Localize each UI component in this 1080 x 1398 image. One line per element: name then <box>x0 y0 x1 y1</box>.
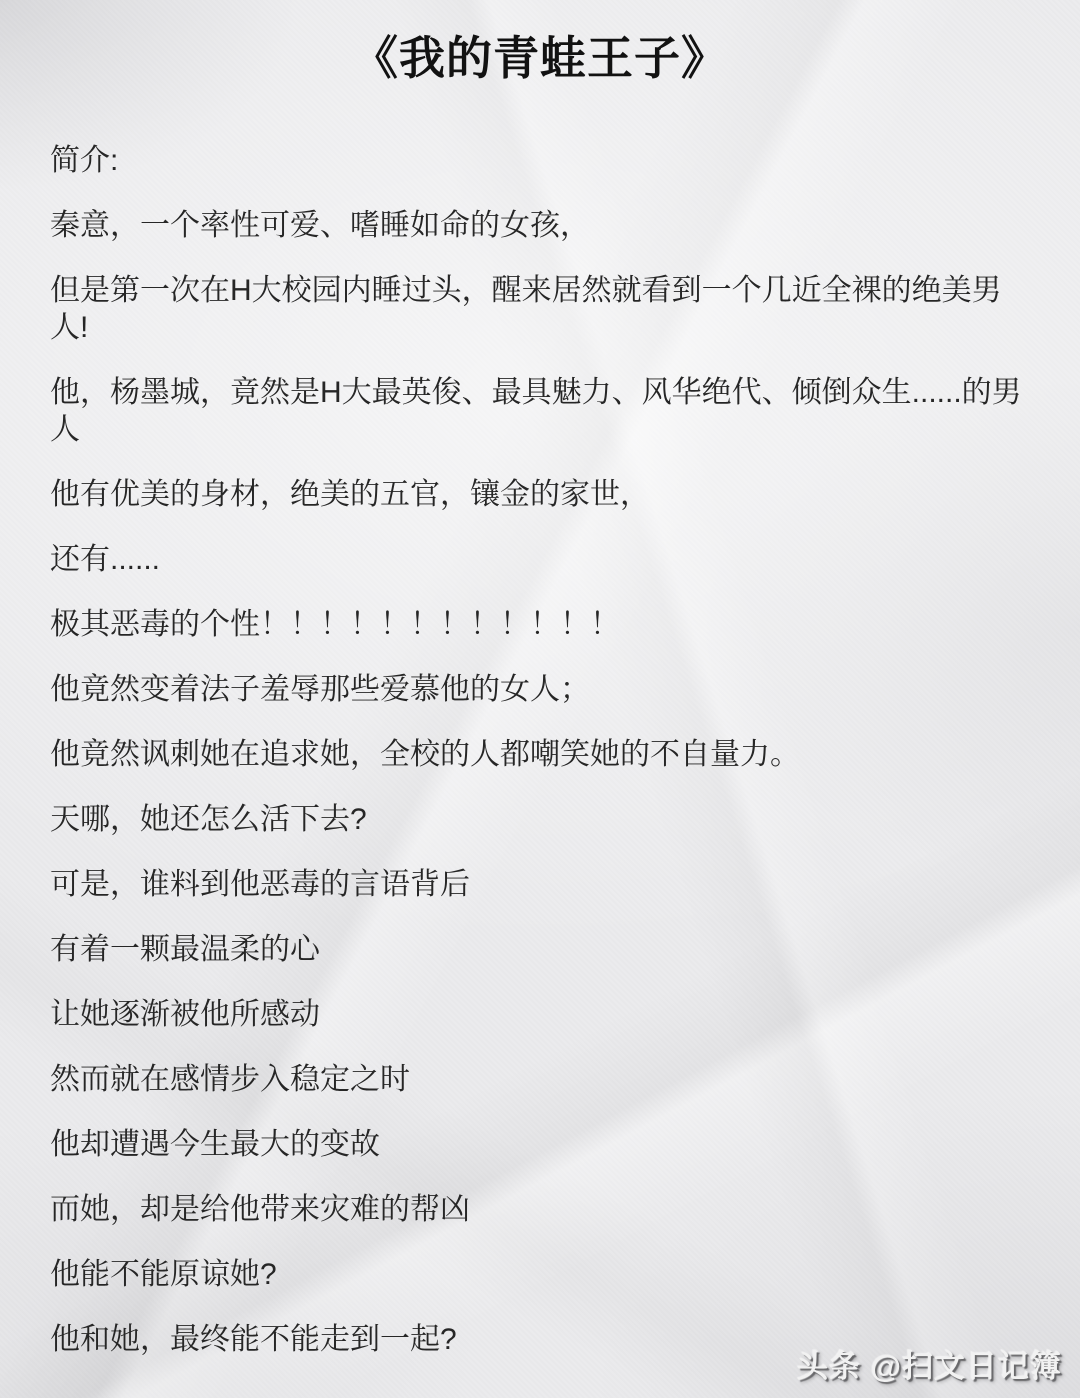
synopsis-line: 他有优美的身材，绝美的五官，镶金的家世， <box>50 478 650 511</box>
intro-label: 简介: <box>50 144 119 177</box>
synopsis-line: 但是第一次在H大校园内睡过头，醒来居然就看到一个几近全裸的绝美男人! <box>50 274 1002 344</box>
synopsis-line: 让她逐渐被他所感动 <box>50 998 320 1031</box>
watermark: 头条 @扫文日记簿 <box>797 1349 1062 1384</box>
synopsis-line: 极其恶毒的个性！！！！！！！！！！！！ <box>50 608 620 641</box>
synopsis-line: 他和她，最终能不能走到一起? <box>50 1323 457 1356</box>
synopsis-line: 他却遭遇今生最大的变故 <box>50 1128 380 1161</box>
synopsis-line: 他，杨墨城，竟然是H大最英俊、最具魅力、风华绝代、倾倒众生......的男人 <box>50 376 1022 446</box>
synopsis-line: 然而就在感情步入稳定之时 <box>50 1063 410 1096</box>
synopsis-line: 还有...... <box>50 543 161 576</box>
page-title: 《我的青蛙王子》 <box>352 32 728 84</box>
synopsis-line: 他能不能原谅她? <box>50 1258 277 1291</box>
synopsis-line: 秦意，一个率性可爱、嗜睡如命的女孩， <box>50 209 590 242</box>
synopsis-line: 有着一颗最温柔的心 <box>50 933 320 966</box>
synopsis-line: 他竟然变着法子羞辱那些爱慕他的女人； <box>50 673 590 706</box>
synopsis-line: 他竟然讽刺她在追求她，全校的人都嘲笑她的不自量力。 <box>50 738 800 771</box>
synopsis <box>0 84 1080 1358</box>
synopsis-line: 而她，却是给他带来灾难的帮凶 <box>50 1193 470 1226</box>
synopsis-line: 天哪，她还怎么活下去? <box>50 803 367 836</box>
synopsis-line: 可是，谁料到他恶毒的言语背后 <box>50 868 470 901</box>
